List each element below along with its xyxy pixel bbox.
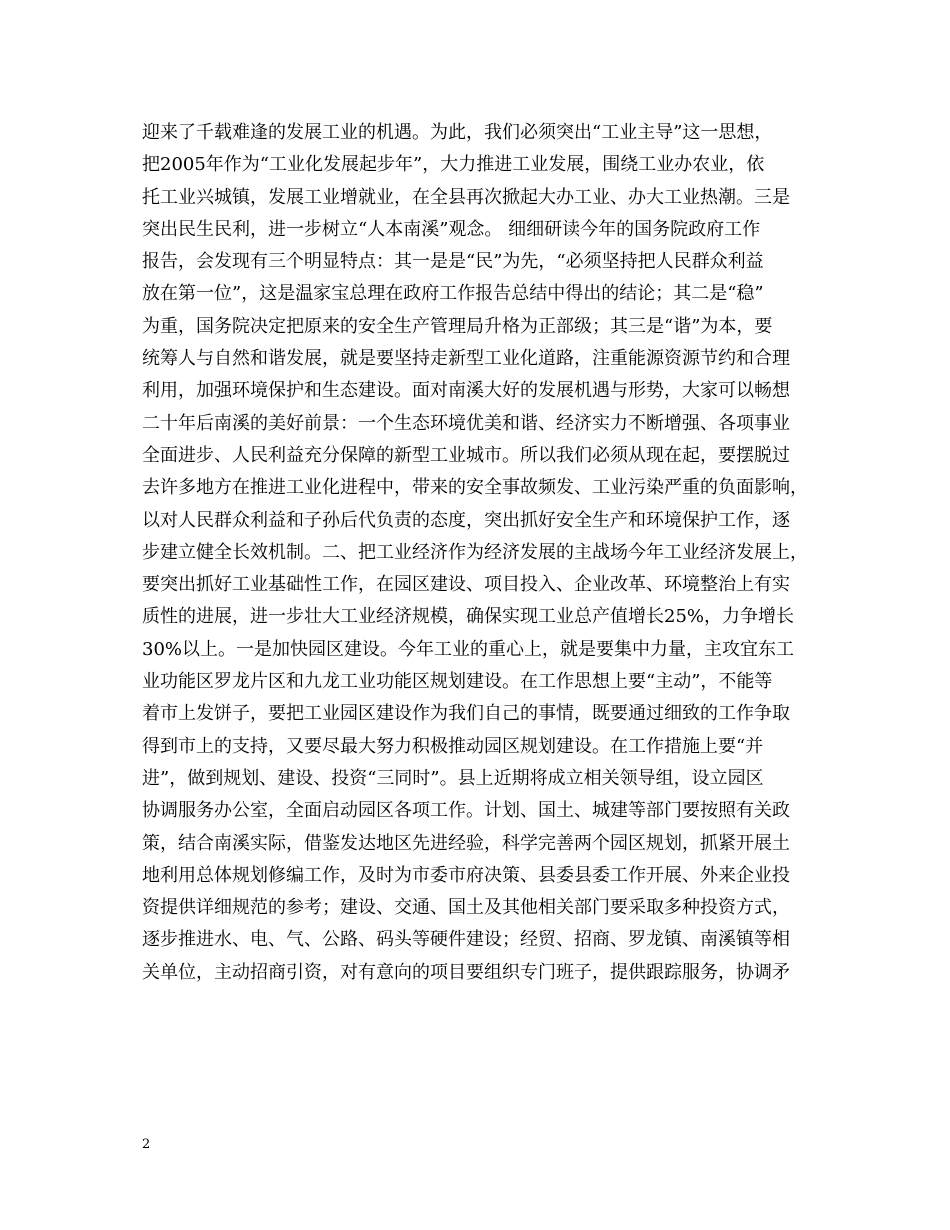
text-line: 资提供详细规范的参考；建设、交通、国土及其他相关部门要采取多种投资方式， bbox=[142, 897, 790, 919]
text-line: 利用，加强环境保护和生态建设。面对南溪大好的发展机遇与形势，大家可以畅想 bbox=[142, 380, 790, 402]
text-line: 策，结合南溪实际，借鉴发达地区先进经验，科学完善两个园区规划，抓紧开展土 bbox=[142, 832, 790, 854]
text-line: 着市上发饼子，要把工业园区建设作为我们自己的事情，既要通过细致的工作争取 bbox=[142, 703, 790, 725]
text-line: 30%以上。一是加快园区建设。今年工业的重心上，就是要集中力量，主攻宜东工 bbox=[142, 638, 795, 660]
text-line: 放在第一位”，这是温家宝总理在政府工作报告总结中得出的结论；其二是“稳” bbox=[142, 283, 764, 305]
text-line: 全面进步、人民利益充分保障的新型工业城市。所以我们必须从现在起，要摆脱过 bbox=[142, 444, 790, 466]
text-line: 进”，做到规划、建设、投资“三同时”。县上近期将成立相关领导组，设立园区 bbox=[142, 767, 764, 789]
text-line: 质性的进展，进一步壮大工业经济规模，确保实现工业总产值增长25%，力争增长 bbox=[142, 606, 795, 628]
text-line: 地利用总体规划修编工作，及时为市委市府决策、县委县委工作开展、外来企业投 bbox=[142, 864, 790, 886]
text-line: 业功能区罗龙片区和九龙工业功能区规划建设。在工作思想上要“主动”，不能等 bbox=[142, 671, 773, 693]
text-line: 去许多地方在推进工业化进程中，带来的安全事故频发、工业污染严重的负面影响， bbox=[142, 477, 808, 499]
text-line: 把2005年作为“工业化发展起步年”，大力推进工业发展，围绕工业办农业，依 bbox=[142, 154, 765, 176]
page-number: 2 bbox=[142, 1137, 151, 1152]
text-line: 以对人民群众利益和子孙后代负责的态度，突出抓好安全生产和环境保护工作，逐 bbox=[142, 509, 790, 531]
text-line: 协调服务办公室，全面启动园区各项工作。计划、国土、城建等部门要按照有关政 bbox=[142, 800, 790, 822]
text-line: 二十年后南溪的美好前景：一个生态环境优美和谐、经济实力不断增强、各项事业 bbox=[142, 412, 790, 434]
text-line: 逐步推进水、电、气、公路、码头等硬件建设；经贸、招商、罗龙镇、南溪镇等相 bbox=[142, 929, 790, 951]
body-text bbox=[142, 117, 822, 989]
text-line: 统筹人与自然和谐发展，就是要坚持走新型工业化道路，注重能源资源节约和合理 bbox=[142, 348, 790, 370]
text-line: 突出民生民利，进一步树立“人本南溪”观念。 细细研读今年的国务院政府工作 bbox=[142, 218, 761, 240]
text-line: 关单位，主动招商引资，对有意向的项目要组织专门班子，提供跟踪服务，协调矛 bbox=[142, 961, 790, 983]
text-line: 得到市上的支持，又要尽最大努力积极推动园区规划建设。在工作措施上要“并 bbox=[142, 735, 764, 757]
text-line: 步建立健全长效机制。二、把工业经济作为经济发展的主战场今年工业经济发展上， bbox=[142, 541, 808, 563]
text-line: 报告，会发现有三个明显特点：其一是是“民”为先，“必须坚持把人民群众利益 bbox=[142, 251, 764, 273]
text-line: 托工业兴城镇，发展工业增就业，在全县再次掀起大办工业、办大工业热潮。三是 bbox=[142, 186, 790, 208]
text-line: 迎来了千载难逢的发展工业的机遇。为此，我们必须突出“工业主导”这一思想， bbox=[142, 122, 773, 143]
text-line: 要突出抓好工业基础性工作，在园区建设、项目投入、企业改革、环境整治上有实 bbox=[142, 574, 790, 596]
text-line: 为重，国务院决定把原来的安全生产管理局升格为正部级；其三是“谐”为本，要 bbox=[142, 315, 773, 337]
